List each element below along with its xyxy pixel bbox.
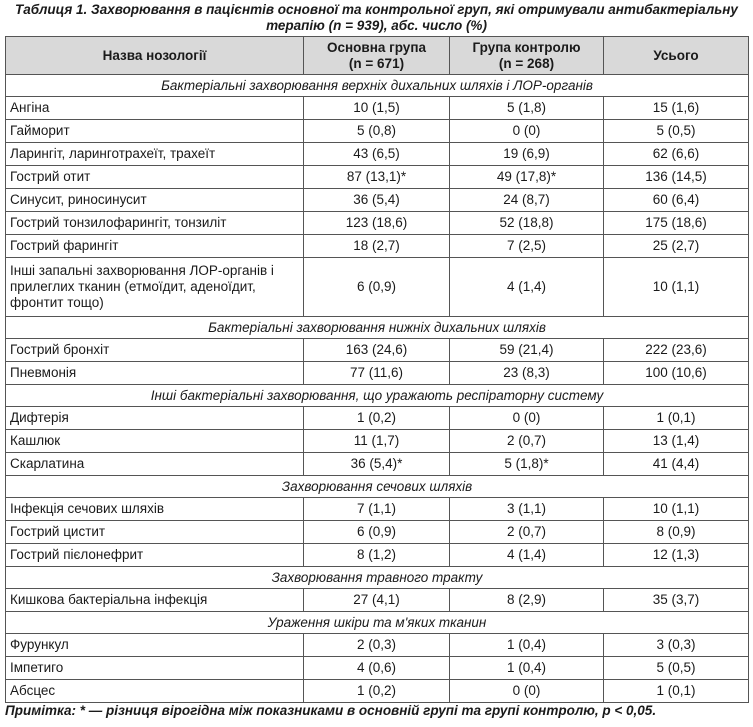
total-cell: 100 (10,6) <box>604 362 749 385</box>
total-cell: 10 (1,1) <box>604 258 749 317</box>
disease-name-cell: Дифтерія <box>6 407 304 430</box>
main-group-cell: 1 (0,2) <box>304 407 450 430</box>
table-row <box>6 453 749 476</box>
total-cell: 8 (0,9) <box>604 521 749 544</box>
main-group-cell: 11 (1,7) <box>304 430 450 453</box>
disease-name-cell: Ангіна <box>6 97 304 120</box>
control-group-cell: 7 (2,5) <box>450 235 604 258</box>
disease-name-cell: Гострий пієлонефрит <box>6 544 304 567</box>
main-group-cell: 4 (0,6) <box>304 657 450 680</box>
total-cell: 35 (3,7) <box>604 589 749 612</box>
table-row <box>6 362 749 385</box>
table-row <box>6 521 749 544</box>
disease-name-cell: Фурункул <box>6 634 304 657</box>
total-cell: 3 (0,3) <box>604 634 749 657</box>
table-row <box>6 634 749 657</box>
disease-name-cell: Абсцес <box>6 680 304 703</box>
disease-name-cell: Гайморит <box>6 120 304 143</box>
disease-table <box>5 36 749 703</box>
disease-name-cell: Інші запальні захворювання ЛОР-органів і прилеглих тканин (етмоїдит, аденоїдит, фронтит тощо) <box>6 258 304 317</box>
main-group-cell: 27 (4,1) <box>304 589 450 612</box>
section-header-row <box>6 75 749 97</box>
table-row <box>6 212 749 235</box>
header-row <box>6 37 749 75</box>
table-row <box>6 407 749 430</box>
total-cell: 10 (1,1) <box>604 498 749 521</box>
control-group-cell: 4 (1,4) <box>450 544 604 567</box>
disease-name-cell: Гострий цистит <box>6 521 304 544</box>
header-control-group <box>450 37 604 75</box>
header-main-group <box>304 37 450 75</box>
total-cell: 13 (1,4) <box>604 430 749 453</box>
section-title: Інші бактеріальні захворювання, що уражають респіраторну систему <box>6 385 749 407</box>
main-group-cell: 123 (18,6) <box>304 212 450 235</box>
total-cell: 12 (1,3) <box>604 544 749 567</box>
main-group-cell: 36 (5,4)* <box>304 453 450 476</box>
main-group-cell: 2 (0,3) <box>304 634 450 657</box>
table-footnote: Примітка: * — різниця вірогідна між показниками в основній групі та групі контролю, р < 0,05. <box>5 703 657 718</box>
main-group-cell: 87 (13,1)* <box>304 166 450 189</box>
control-group-cell: 2 (0,7) <box>450 521 604 544</box>
table-row <box>6 680 749 703</box>
main-group-cell: 77 (11,6) <box>304 362 450 385</box>
caption-line-1: Таблиця 1. Захворювання в пацієнтів основної та контрольної груп, які отримували антибактеріальну <box>15 2 738 17</box>
section-header-row <box>6 612 749 634</box>
main-group-cell: 5 (0,8) <box>304 120 450 143</box>
section-title: Захворювання травного тракту <box>6 567 749 589</box>
control-group-cell: 59 (21,4) <box>450 339 604 362</box>
header-main-label: Основна група <box>327 39 426 55</box>
section-header-row <box>6 385 749 407</box>
disease-name-cell: Скарлатина <box>6 453 304 476</box>
header-control-n: (n = 268) <box>498 55 555 71</box>
table-row <box>6 189 749 212</box>
table-row <box>6 589 749 612</box>
disease-name-cell: Гострий тонзилофарингіт, тонзиліт <box>6 212 304 235</box>
table-row <box>6 120 749 143</box>
control-group-cell: 1 (0,4) <box>450 657 604 680</box>
control-group-cell: 0 (0) <box>450 680 604 703</box>
total-cell: 25 (2,7) <box>604 235 749 258</box>
total-cell: 5 (0,5) <box>604 657 749 680</box>
header-total: Усього <box>604 37 749 75</box>
total-cell: 62 (6,6) <box>604 143 749 166</box>
control-group-cell: 8 (2,9) <box>450 589 604 612</box>
disease-name-cell: Кишкова бактеріальна інфекція <box>6 589 304 612</box>
main-group-cell: 18 (2,7) <box>304 235 450 258</box>
table-row <box>6 143 749 166</box>
main-group-cell: 6 (0,9) <box>304 258 450 317</box>
control-group-cell: 5 (1,8) <box>450 97 604 120</box>
table-row <box>6 235 749 258</box>
control-group-cell: 4 (1,4) <box>450 258 604 317</box>
total-cell: 15 (1,6) <box>604 97 749 120</box>
section-header-row <box>6 567 749 589</box>
control-group-cell: 49 (17,8)* <box>450 166 604 189</box>
main-group-cell: 1 (0,2) <box>304 680 450 703</box>
section-title: Бактеріальні захворювання верхніх дихальних шляхів і ЛОР-органів <box>6 75 749 97</box>
table-row <box>6 97 749 120</box>
table-row <box>6 258 749 317</box>
control-group-cell: 24 (8,7) <box>450 189 604 212</box>
control-group-cell: 5 (1,8)* <box>450 453 604 476</box>
control-group-cell: 0 (0) <box>450 120 604 143</box>
main-group-cell: 163 (24,6) <box>304 339 450 362</box>
section-title: Захворювання сечових шляхів <box>6 476 749 498</box>
table-row <box>6 498 749 521</box>
control-group-cell: 23 (8,3) <box>450 362 604 385</box>
table-body <box>6 75 749 703</box>
disease-name-cell: Інфекція сечових шляхів <box>6 498 304 521</box>
disease-name-cell: Ларингіт, ларинготрахеїт, трахеїт <box>6 143 304 166</box>
disease-name-cell: Синусит, риносинусит <box>6 189 304 212</box>
main-group-cell: 10 (1,5) <box>304 97 450 120</box>
main-group-cell: 43 (6,5) <box>304 143 450 166</box>
main-group-cell: 6 (0,9) <box>304 521 450 544</box>
disease-name-cell: Імпетиго <box>6 657 304 680</box>
table-row <box>6 544 749 567</box>
control-group-cell: 3 (1,1) <box>450 498 604 521</box>
control-group-cell: 1 (0,4) <box>450 634 604 657</box>
control-group-cell: 19 (6,9) <box>450 143 604 166</box>
main-group-cell: 36 (5,4) <box>304 189 450 212</box>
total-cell: 41 (4,4) <box>604 453 749 476</box>
table-row <box>6 166 749 189</box>
disease-name-cell: Гострий бронхіт <box>6 339 304 362</box>
disease-name-cell: Кашлюк <box>6 430 304 453</box>
total-cell: 1 (0,1) <box>604 407 749 430</box>
total-cell: 60 (6,4) <box>604 189 749 212</box>
disease-name-cell: Гострий отит <box>6 166 304 189</box>
total-cell: 5 (0,5) <box>604 120 749 143</box>
header-main-n: (n = 671) <box>348 55 405 71</box>
section-title: Бактеріальні захворювання нижніх дихальних шляхів <box>6 317 749 339</box>
section-header-row <box>6 317 749 339</box>
table-row <box>6 339 749 362</box>
section-header-row <box>6 476 749 498</box>
control-group-cell: 2 (0,7) <box>450 430 604 453</box>
table-caption <box>0 0 753 33</box>
caption-line-2: терапію (n = 939), абс. число (%) <box>266 18 487 33</box>
table-row <box>6 430 749 453</box>
disease-name-cell: Гострий фарингіт <box>6 235 304 258</box>
total-cell: 1 (0,1) <box>604 680 749 703</box>
table-row <box>6 657 749 680</box>
header-name: Назва нозології <box>6 37 304 75</box>
total-cell: 175 (18,6) <box>604 212 749 235</box>
total-cell: 222 (23,6) <box>604 339 749 362</box>
main-group-cell: 8 (1,2) <box>304 544 450 567</box>
header-control-label: Група контролю <box>472 39 581 55</box>
main-group-cell: 7 (1,1) <box>304 498 450 521</box>
control-group-cell: 52 (18,8) <box>450 212 604 235</box>
disease-name-cell: Пневмонія <box>6 362 304 385</box>
section-title: Ураження шкіри та м'яких тканин <box>6 612 749 634</box>
total-cell: 136 (14,5) <box>604 166 749 189</box>
control-group-cell: 0 (0) <box>450 407 604 430</box>
